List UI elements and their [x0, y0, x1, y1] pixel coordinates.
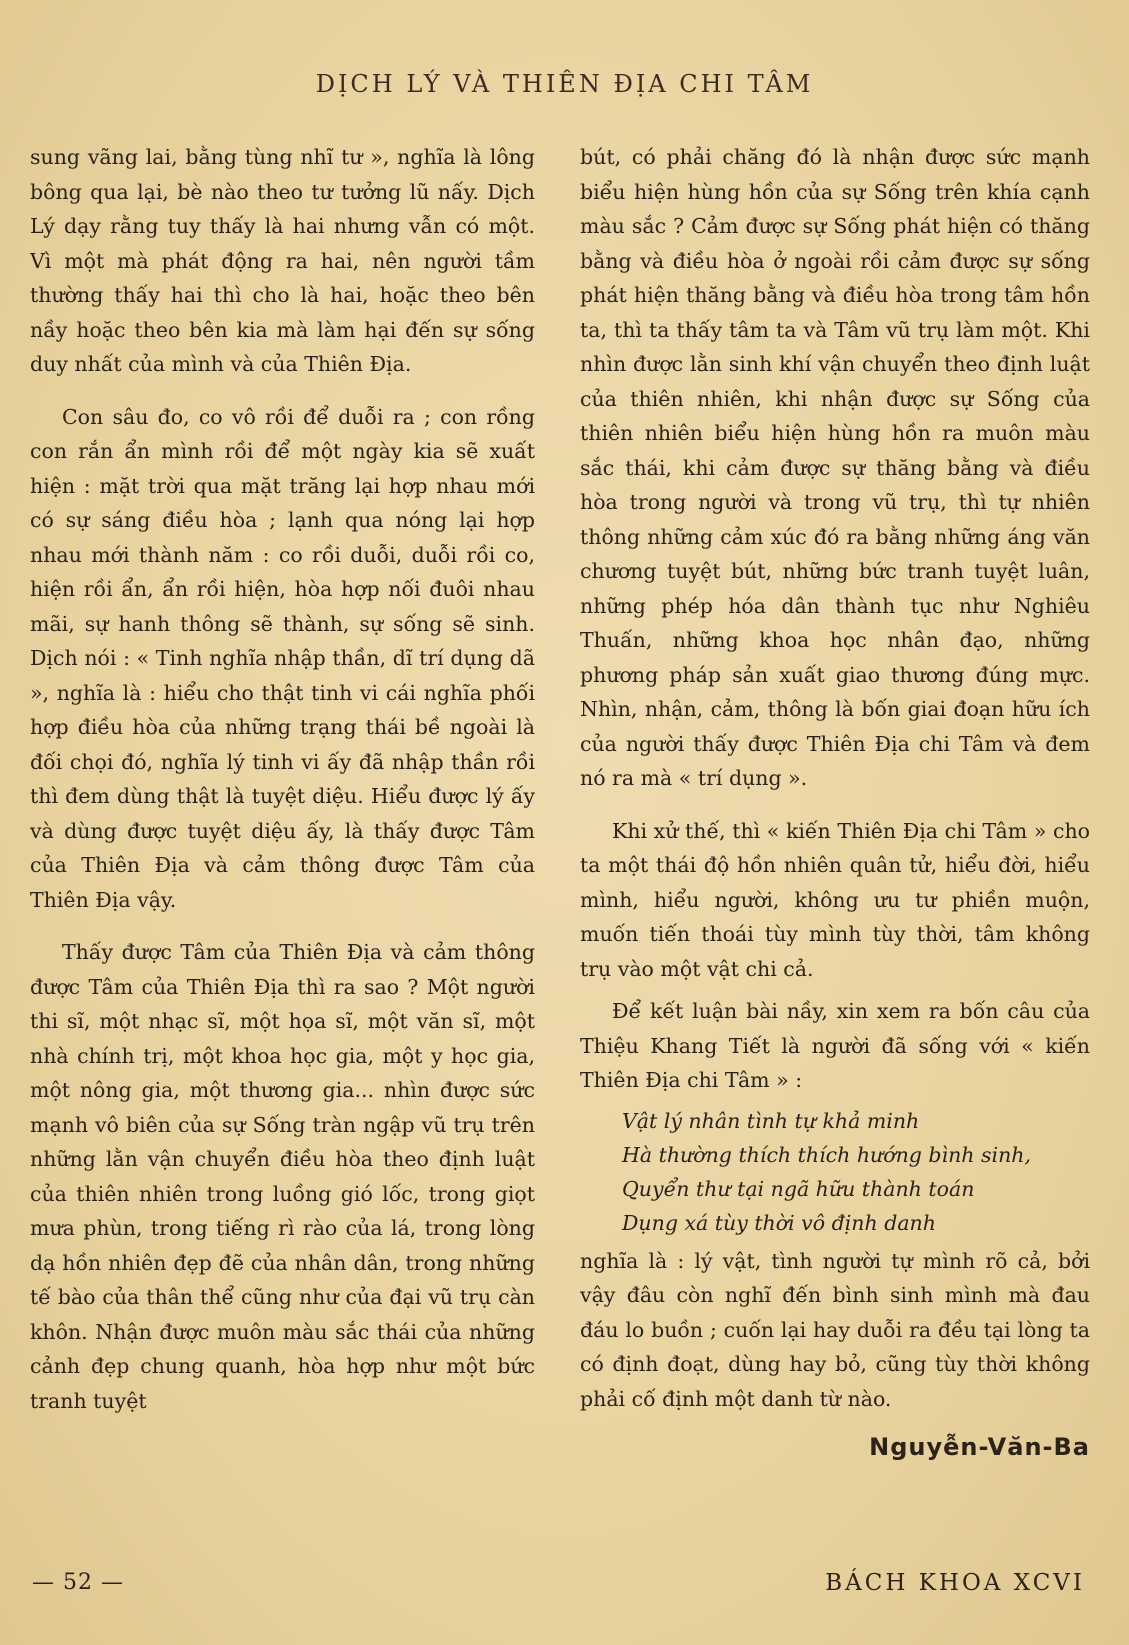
right-column: [580, 140, 1090, 1520]
author-signature: Nguyễn-Văn-Ba: [869, 1433, 1090, 1461]
paragraph: Thấy được Tâm của Thiên Địa và cảm thông được Tâm của Thiên Địa thì ra sao ? Một người thi sĩ, một nhạc sĩ, một họa sĩ, một văn sĩ, một nhà chính trị, một khoa học gia, một y học gia, một nông gia, một thương gia... nhìn được sức mạnh vô biên của sự Sống tràn ngập vũ trụ trên những lằn vận chuyển điều hòa theo định luật của thiên nhiên trong luồng gió lốc, trong giọt mưa phùn, trong tiếng rì rào của lá, trong lòng dạ hồn nhiên đẹp đẽ của nhân dân, trong những tế bào của thân thể cũng như của đại vũ trụ càn khôn. Nhận được muôn màu sắc thái của những cảnh đẹp chung quanh, hòa hợp như một bức tranh tuyệt: [30, 940, 535, 1413]
paragraph: Khi xử thế, thì « kiến Thiên Địa chi Tâm » cho ta một thái độ hồn nhiên quân tử, hiểu đời, hiểu mình, hiểu người, không ưu tư phiền muộn, muốn tiến thoái tùy mình tùy thời, tâm không trụ vào một vật chi cả.: [580, 818, 1090, 981]
verse-line: Hà thường thích thích hướng bình sinh,: [622, 1142, 1032, 1167]
verse-line: Vật lý nhân tình tự khả minh: [622, 1108, 920, 1133]
verse-block: [622, 1104, 1090, 1240]
publication-name: BÁCH KHOA XCVI: [825, 1570, 1085, 1596]
page-number: — 52 —: [32, 1570, 124, 1595]
paragraph: nghĩa là : lý vật, tình người tự mình rõ cả, bởi vậy đâu còn nghĩ đến bình sinh mình mà đau đáu lo buồn ; cuốn lại hay duỗi ra đều tại lòng ta có định đoạt, dùng hay bỏ, cũng tùy thời không phải cố định một danh từ nào.: [580, 1248, 1090, 1411]
left-column: [30, 140, 535, 1520]
paragraph: Con sâu đo, co vô rồi để duỗi ra ; con rồng con rắn ẩn mình rồi để một ngày kia sẽ xuất hiện : mặt trời qua mặt trăng lại hợp nhau mới có sự sáng điều hòa ; lạnh qua nóng lại hợp nhau mới thành năm : co rồi duỗi, duỗi rồi co, hiện rồi ẩn, ẩn rồi hiện, hòa hợp nối đuôi nhau mãi, sự hanh thông sẽ thành, sự sống sẽ sinh. Dịch nói : « Tinh nghĩa nhập thần, dĩ trí dụng dã », nghĩa là : hiểu cho thật tinh vi cái nghĩa phối hợp điều hòa của những trạng thái bề ngoài là đối chọi đó, nghĩa lý tinh vi ấy đã nhập thần rồi thì đem dùng thật là tuyệt diệu. Hiểu được lý ấy và dùng được tuyệt diệu ấy, là thấy được Tâm của Thiên Địa và cảm thông được Tâm của Thiên Địa vậy.: [30, 404, 535, 912]
paragraph: Để kết luận bài nầy, xin xem ra bốn câu của Thiệu Khang Tiết là người đã sống với « kiến Thiên Địa chi Tâm » :: [580, 999, 1090, 1092]
verse-line: Quyển thư tại ngã hữu thành toán: [622, 1176, 975, 1201]
paragraph: sung vãng lai, bằng tùng nhĩ tư », nghĩa là lông bông qua lại, bè nào theo tư tưởng lũ nấy. Dịch Lý dạy rằng tuy thấy là hai nhưng vẫn có một. Vì một mà phát động ra hai, nên người tầm thường thấy hai thì cho là hai, hoặc theo bên nầy hoặc theo bên kia mà làm hại đến sự sống duy nhất của mình và của Thiên Địa.: [30, 145, 535, 376]
paragraph: bút, có phải chăng đó là nhận được sức mạnh biểu hiện hùng hồn của sự Sống trên khía cạnh màu sắc ? Cảm được sự Sống phát hiện có thăng bằng và điều hòa ở ngoài rồi cảm được sự sống phát hiện thăng bằng và điều hòa trong tâm hồn ta, thì ta thấy tâm ta và Tâm vũ trụ làm một. Khi nhìn được lằn sinh khí vận chuyển theo định luật của thiên nhiên, khi nhận được sự Sống của thiên nhiên biểu hiện hùng hồn ra muôn màu sắc thái, khi cảm được sự thăng bằng và điều hòa trong người và trong vũ trụ, thì tự nhiên thông những cảm xúc đó ra bằng những áng văn chương tuyệt bút, những bức tranh tuyệt luân, những phép hóa dân thành tục như Nghiêu Thuấn, những khoa học nhân đạo, những phương pháp sản xuất giao thương đúng mực. Nhìn, nhận, cảm, thông là bốn giai đoạn hữu ích của người thấy được Thiên Địa chi Tâm và đem nó ra mà « trí dụng ».: [580, 145, 1090, 790]
verse-line: Dụng xá tùy thời vô định danh: [622, 1210, 936, 1235]
running-header: DỊCH LÝ VÀ THIÊN ĐỊA CHI TÂM: [315, 70, 814, 98]
